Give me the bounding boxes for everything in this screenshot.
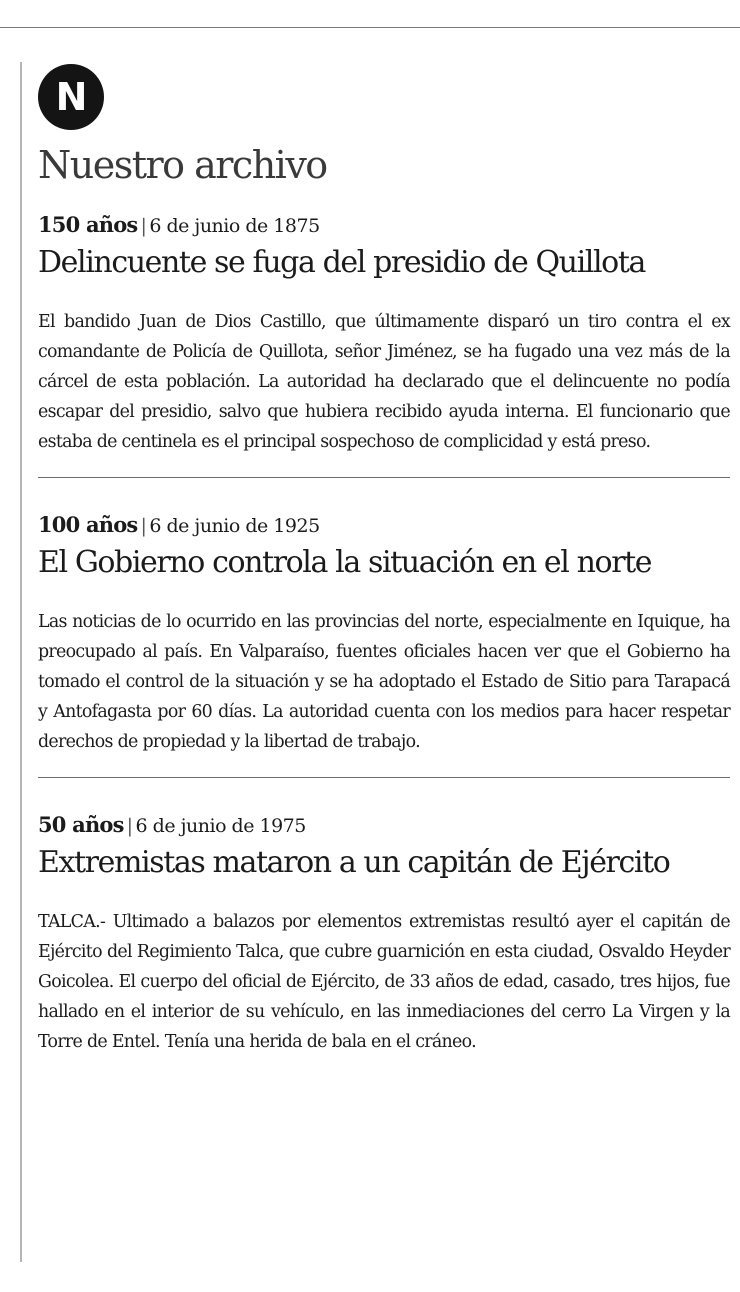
meta-separator: | xyxy=(126,815,133,837)
entry-body: El bandido Juan de Dios Castillo, que últimamente disparó un tiro contra el ex comandante de Policía de Quillota, señor Jiménez, se ha fugado una vez más de la cárcel de esta población. La autoridad ha declarado que el delincuente no podía escapar del presidio, salvo que hubiera recibido ayuda interna. El funcionario que estaba de centinela es el principal sospechoso de complicidad y está preso. xyxy=(38,312,730,452)
entry-headline: El Gobierno controla la situación en el norte xyxy=(38,545,652,580)
meta-separator: | xyxy=(140,515,147,537)
entry-meta xyxy=(38,212,730,239)
entry-date: 6 de junio de 1925 xyxy=(149,515,320,537)
column-rule xyxy=(20,62,22,1262)
entry-body: TALCA.- Ultimado a balazos por elementos extremistas resultó ayer el capitán de Ejército del Regimiento Talca, que cubre guarnición en esta ciudad, Osvaldo Heyder Goicolea. El cuerpo del oficial de Ejército, de 33 años de edad, casado, tres hijos, fue hallado en el interior de su vehículo, en las inmediaciones del cerro La Virgen y la Torre de Entel. Tenía una herida de bala en el cráneo. xyxy=(38,912,730,1052)
section-title: Nuestro archivo xyxy=(38,143,327,187)
entry-body: Las noticias de lo ocurrido en las provincias del norte, especialmente en Iquique, ha preocupado al país. En Valparaíso, fuentes oficiales hacen ver que el Gobierno ha tomado el control de la situación y se ha adoptado el Estado de Sitio para Tarapacá y Antofagasta por 60 días. La autoridad cuenta con los medios para hacer respetar derechos de propiedad y la libertad de trabajo. xyxy=(38,612,730,752)
entry-years: 150 años xyxy=(38,212,138,237)
entry-date: 6 de junio de 1975 xyxy=(135,815,306,837)
archive-section xyxy=(38,64,730,1077)
archive-entry-50 xyxy=(38,777,730,1057)
entry-headline: Delincuente se fuga del presidio de Quillota xyxy=(38,245,645,280)
newspaper-logo: N xyxy=(38,64,104,130)
top-divider xyxy=(0,27,740,28)
entry-headline: Extremistas mataron a un capitán de Ejército xyxy=(38,845,670,880)
entry-date: 6 de junio de 1875 xyxy=(149,215,320,237)
entry-meta xyxy=(38,512,730,539)
entry-years: 50 años xyxy=(38,812,124,837)
entry-years: 100 años xyxy=(38,512,138,537)
archive-entry-150 xyxy=(38,212,730,457)
archive-entry-100 xyxy=(38,477,730,757)
meta-separator: | xyxy=(140,215,147,237)
entry-meta xyxy=(38,812,730,839)
